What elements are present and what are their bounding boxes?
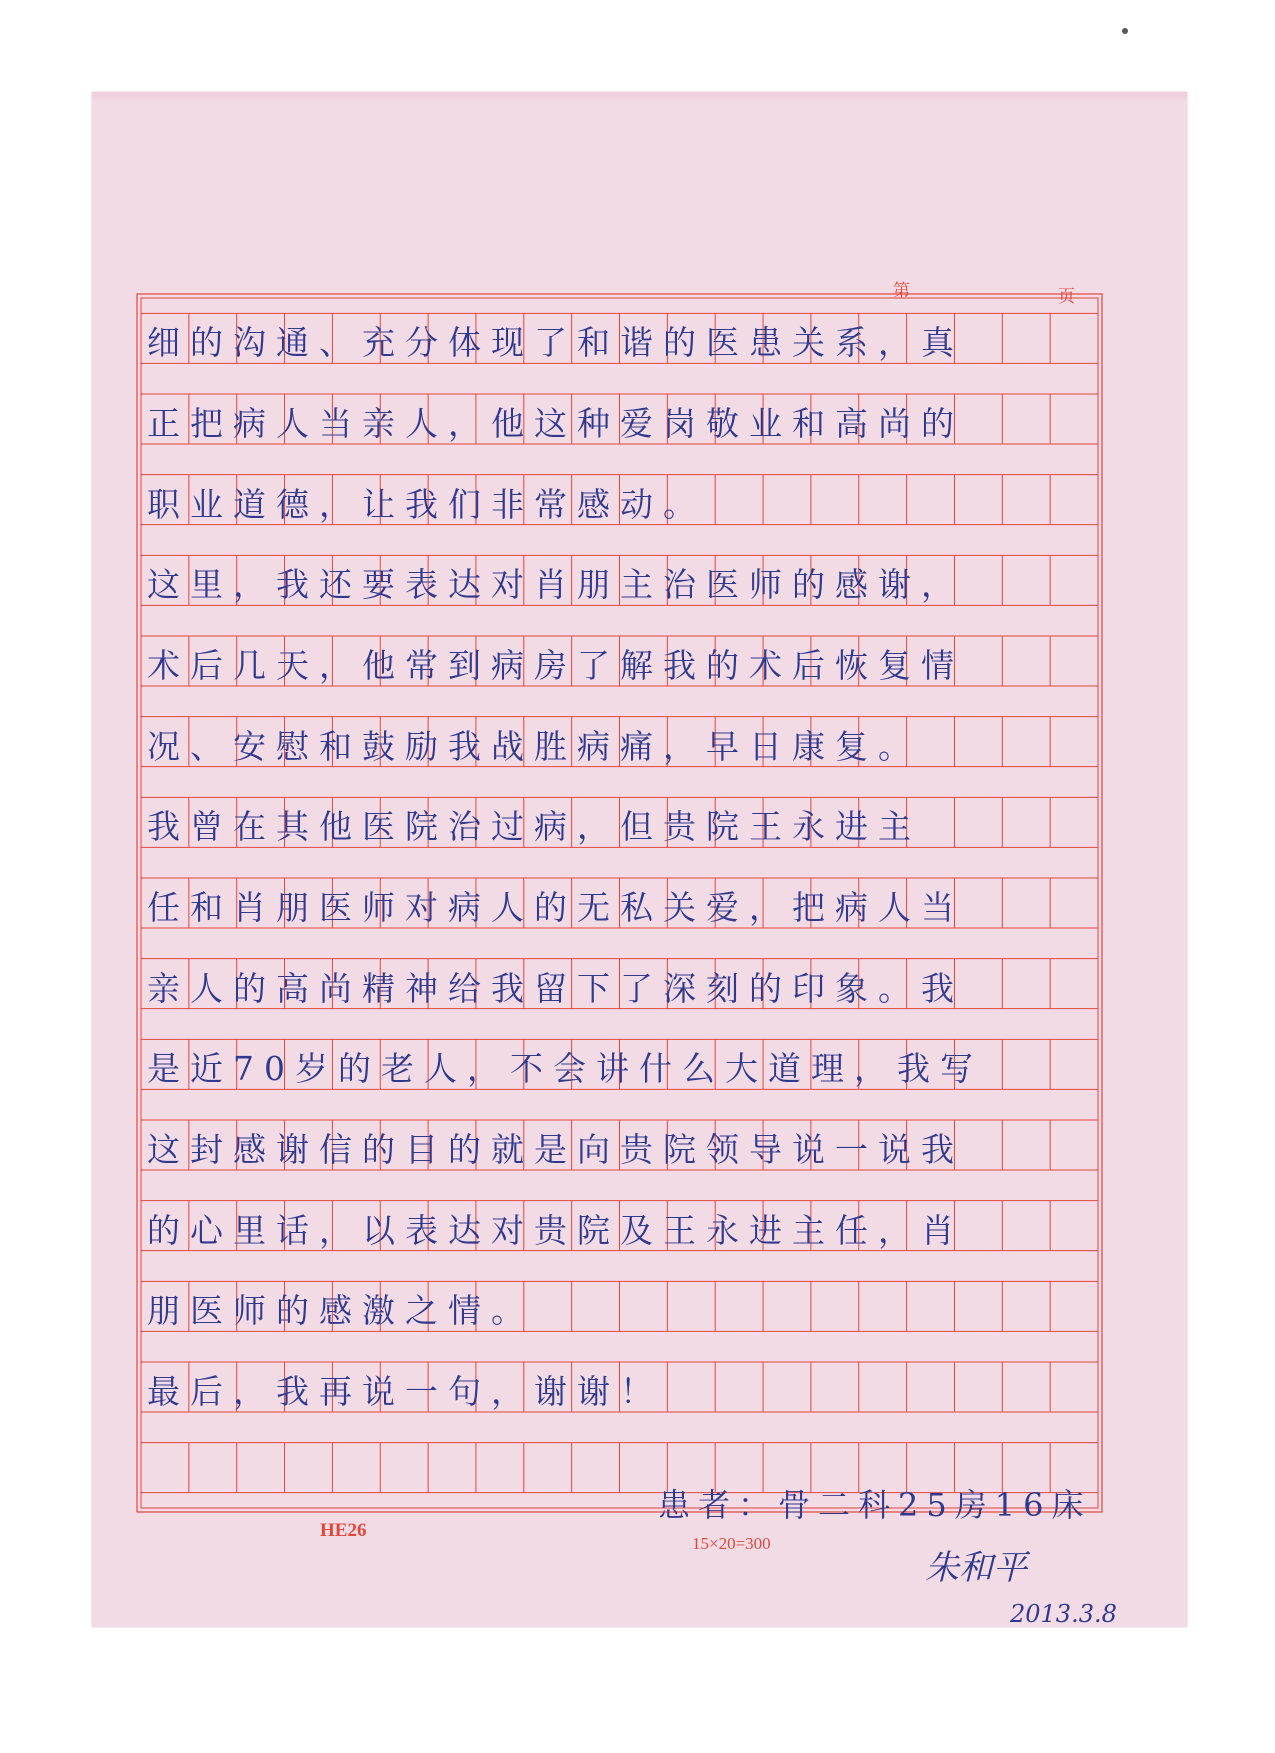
letter-line: 我曾在其他医院治过病，但贵院王永进主	[147, 807, 921, 847]
letter-line: 细的沟通、充分体现了和谐的医患关系，真	[147, 323, 964, 363]
letter-line: 任和肖朋医师对病人的无私关爱，把病人当	[147, 888, 964, 927]
page-label-di: 第	[893, 281, 910, 301]
letter-line: 正把病人当亲人，他这种爱岗敬业和高尚的	[147, 404, 964, 443]
letter-line: 亲人的高尚精神给我留下了深刻的印象。我	[147, 968, 964, 1008]
grid-count: 15×20=300	[692, 1534, 771, 1553]
letter-line: 的心里话，以表达对贵院及王永进主任，肖	[147, 1210, 964, 1250]
signature: 朱和平	[925, 1548, 1027, 1588]
letter-line: 况、安慰和鼓励我战胜病痛，早日康复。	[147, 726, 921, 766]
letter-line: 朋医师的感激之情。	[147, 1291, 534, 1331]
letter-line: 这里，我还要表达对肖朋主治医师的感谢，	[147, 565, 964, 605]
letter-line: 最后，我再说一句，谢谢！	[147, 1372, 663, 1411]
letter-line: 术后几天，他常到病房了解我的术后恢复情	[147, 646, 964, 685]
letter-line: 职业道德，让我们非常感动。	[147, 484, 706, 524]
letter-line: 是近70岁的老人，不会讲什么大道理，我写	[147, 1049, 983, 1089]
scan-speck	[1122, 28, 1128, 34]
paper-code: HE26	[320, 1520, 367, 1541]
date: 2013.3.8	[1010, 1600, 1117, 1628]
sender-info: 患者：骨二科25房16床	[658, 1486, 1092, 1524]
letter-line: 这封感谢信的目的就是向贵院领导说一说我	[147, 1130, 964, 1169]
page-label-ye: 页	[1058, 287, 1075, 307]
